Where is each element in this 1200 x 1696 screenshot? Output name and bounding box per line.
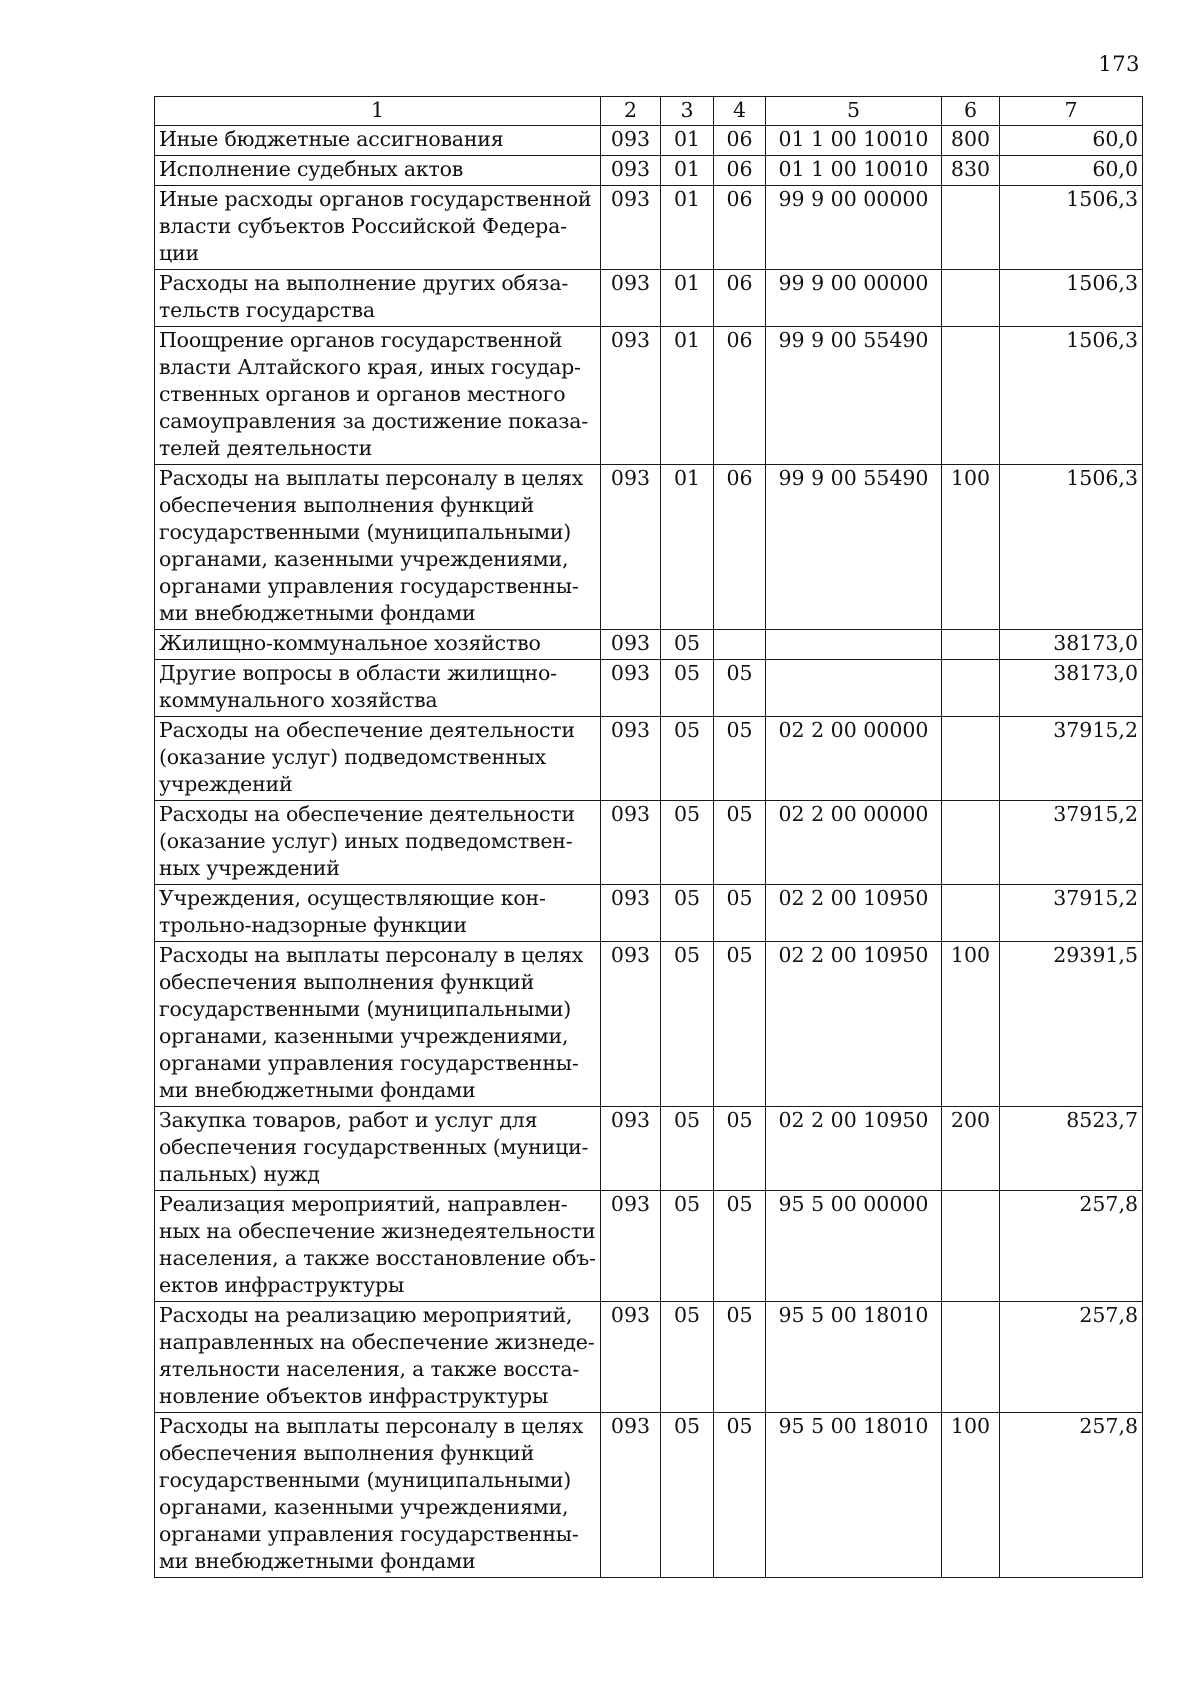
section-code: 01 [661,126,714,156]
budget-table [154,96,1143,1578]
expense-type-code: 100 [942,942,1000,1107]
expense-type-code [942,186,1000,270]
target-article-code: 95 5 00 18010 [766,1413,942,1578]
section-code: 05 [661,660,714,717]
expense-type-code [942,270,1000,327]
expense-type-code [942,1302,1000,1413]
subsection-code: 06 [714,186,766,270]
subsection-code: 05 [714,1302,766,1413]
target-article-code: 95 5 00 18010 [766,1302,942,1413]
ministry-code: 093 [601,270,661,327]
expense-type-code [942,630,1000,660]
column-header-4: 4 [714,97,766,126]
ministry-code: 093 [601,660,661,717]
ministry-code: 093 [601,1107,661,1191]
target-article-code: 01 1 00 10010 [766,156,942,186]
column-header-2: 2 [601,97,661,126]
amount: 37915,2 [1000,801,1143,885]
ministry-code: 093 [601,327,661,465]
table-row [155,327,1143,465]
item-name: Жилищно-коммунальное хозяйство [155,630,601,660]
ministry-code: 093 [601,717,661,801]
target-article-code: 99 9 00 00000 [766,270,942,327]
budget-sheet [154,96,1143,1578]
table-row [155,1191,1143,1302]
table-row [155,1413,1143,1578]
section-code: 01 [661,186,714,270]
expense-type-code: 830 [942,156,1000,186]
table-row [155,465,1143,630]
table-row [155,270,1143,327]
amount: 38173,0 [1000,660,1143,717]
section-code: 05 [661,630,714,660]
table-row [155,942,1143,1107]
target-article-code: 99 9 00 00000 [766,186,942,270]
table-row [155,885,1143,942]
ministry-code: 093 [601,942,661,1107]
expense-type-code [942,801,1000,885]
section-code: 05 [661,885,714,942]
subsection-code: 06 [714,327,766,465]
target-article-code [766,630,942,660]
subsection-code: 05 [714,717,766,801]
item-name: Расходы на обеспечение деятельности (оказание услуг) подведомственных учреждений [155,717,601,801]
subsection-code: 05 [714,1107,766,1191]
item-name: Реализация мероприятий, направлен- ных на обеспечение жизнедеятельности населения, а также восстановление объ- ектов инфраструктуры [155,1191,601,1302]
subsection-code: 06 [714,126,766,156]
item-name: Иные бюджетные ассигнования [155,126,601,156]
item-name: Учреждения, осуществляющие кон- трольно-надзорные функции [155,885,601,942]
page-number: 173 [1098,52,1140,76]
ministry-code: 093 [601,156,661,186]
subsection-code: 05 [714,1191,766,1302]
ministry-code: 093 [601,186,661,270]
subsection-code: 05 [714,660,766,717]
expense-type-code: 200 [942,1107,1000,1191]
table-row [155,630,1143,660]
item-name: Расходы на выплаты персоналу в целях обеспечения выполнения функций государственными (муниципальными) органами, казенными учреждениями, органами управления государственны- ми внебюджетными фондами [155,942,601,1107]
table-row [155,1107,1143,1191]
expense-type-code [942,327,1000,465]
ministry-code: 093 [601,465,661,630]
expense-type-code [942,885,1000,942]
section-code: 05 [661,717,714,801]
subsection-code: 05 [714,942,766,1107]
subsection-code [714,630,766,660]
item-name: Расходы на реализацию мероприятий, направленных на обеспечение жизнеде- ятельности населения, а также восста- новление объектов инфраструктуры [155,1302,601,1413]
expense-type-code: 800 [942,126,1000,156]
subsection-code: 05 [714,1413,766,1578]
item-name: Другие вопросы в области жилищно- коммунального хозяйства [155,660,601,717]
section-code: 01 [661,327,714,465]
section-code: 01 [661,465,714,630]
amount: 60,0 [1000,126,1143,156]
amount: 60,0 [1000,156,1143,186]
item-name: Иные расходы органов государственной власти субъектов Российской Федера- ции [155,186,601,270]
amount: 257,8 [1000,1302,1143,1413]
target-article-code: 02 2 00 00000 [766,801,942,885]
column-header-3: 3 [661,97,714,126]
header-row [155,97,1143,126]
ministry-code: 093 [601,1302,661,1413]
expense-type-code [942,1191,1000,1302]
ministry-code: 093 [601,126,661,156]
amount: 1506,3 [1000,186,1143,270]
item-name: Исполнение судебных актов [155,156,601,186]
target-article-code: 02 2 00 10950 [766,1107,942,1191]
ministry-code: 093 [601,885,661,942]
table-row [155,660,1143,717]
section-code: 05 [661,1191,714,1302]
column-header-1: 1 [155,97,601,126]
target-article-code: 01 1 00 10010 [766,126,942,156]
amount: 1506,3 [1000,465,1143,630]
target-article-code: 02 2 00 00000 [766,717,942,801]
target-article-code: 99 9 00 55490 [766,327,942,465]
expense-type-code [942,717,1000,801]
column-header-5: 5 [766,97,942,126]
target-article-code: 99 9 00 55490 [766,465,942,630]
table-body [155,126,1143,1578]
ministry-code: 093 [601,801,661,885]
expense-type-code: 100 [942,1413,1000,1578]
subsection-code: 05 [714,885,766,942]
table-row [155,801,1143,885]
amount: 38173,0 [1000,630,1143,660]
section-code: 05 [661,1107,714,1191]
item-name: Расходы на обеспечение деятельности (оказание услуг) иных подведомствен- ных учреждений [155,801,601,885]
subsection-code: 06 [714,156,766,186]
amount: 37915,2 [1000,717,1143,801]
amount: 37915,2 [1000,885,1143,942]
item-name: Расходы на выполнение других обяза- тельств государства [155,270,601,327]
item-name: Расходы на выплаты персоналу в целях обеспечения выполнения функций государственными (муниципальными) органами, казенными учреждениями, органами управления государственны- ми внебюджетными фондами [155,1413,601,1578]
section-code: 05 [661,801,714,885]
subsection-code: 06 [714,465,766,630]
amount: 1506,3 [1000,327,1143,465]
target-article-code [766,660,942,717]
section-code: 05 [661,1302,714,1413]
table-row [155,717,1143,801]
ministry-code: 093 [601,1413,661,1578]
section-code: 05 [661,942,714,1107]
expense-type-code [942,660,1000,717]
ministry-code: 093 [601,630,661,660]
target-article-code: 95 5 00 00000 [766,1191,942,1302]
target-article-code: 02 2 00 10950 [766,885,942,942]
target-article-code: 02 2 00 10950 [766,942,942,1107]
table-row [155,156,1143,186]
table-row [155,126,1143,156]
table-row [155,186,1143,270]
amount: 257,8 [1000,1191,1143,1302]
section-code: 05 [661,1413,714,1578]
amount: 8523,7 [1000,1107,1143,1191]
section-code: 01 [661,270,714,327]
subsection-code: 05 [714,801,766,885]
column-header-7: 7 [1000,97,1143,126]
ministry-code: 093 [601,1191,661,1302]
column-header-6: 6 [942,97,1000,126]
table-row [155,1302,1143,1413]
amount: 29391,5 [1000,942,1143,1107]
item-name: Закупка товаров, работ и услуг для обеспечения государственных (муници- пальных) нужд [155,1107,601,1191]
item-name: Поощрение органов государственной власти Алтайского края, иных государ- ственных органов и органов местного самоуправления за достижение показа- телей деятельности [155,327,601,465]
section-code: 01 [661,156,714,186]
item-name: Расходы на выплаты персоналу в целях обеспечения выполнения функций государственными (муниципальными) органами, казенными учреждениями, органами управления государственны- ми внебюджетными фондами [155,465,601,630]
subsection-code: 06 [714,270,766,327]
amount: 1506,3 [1000,270,1143,327]
amount: 257,8 [1000,1413,1143,1578]
expense-type-code: 100 [942,465,1000,630]
